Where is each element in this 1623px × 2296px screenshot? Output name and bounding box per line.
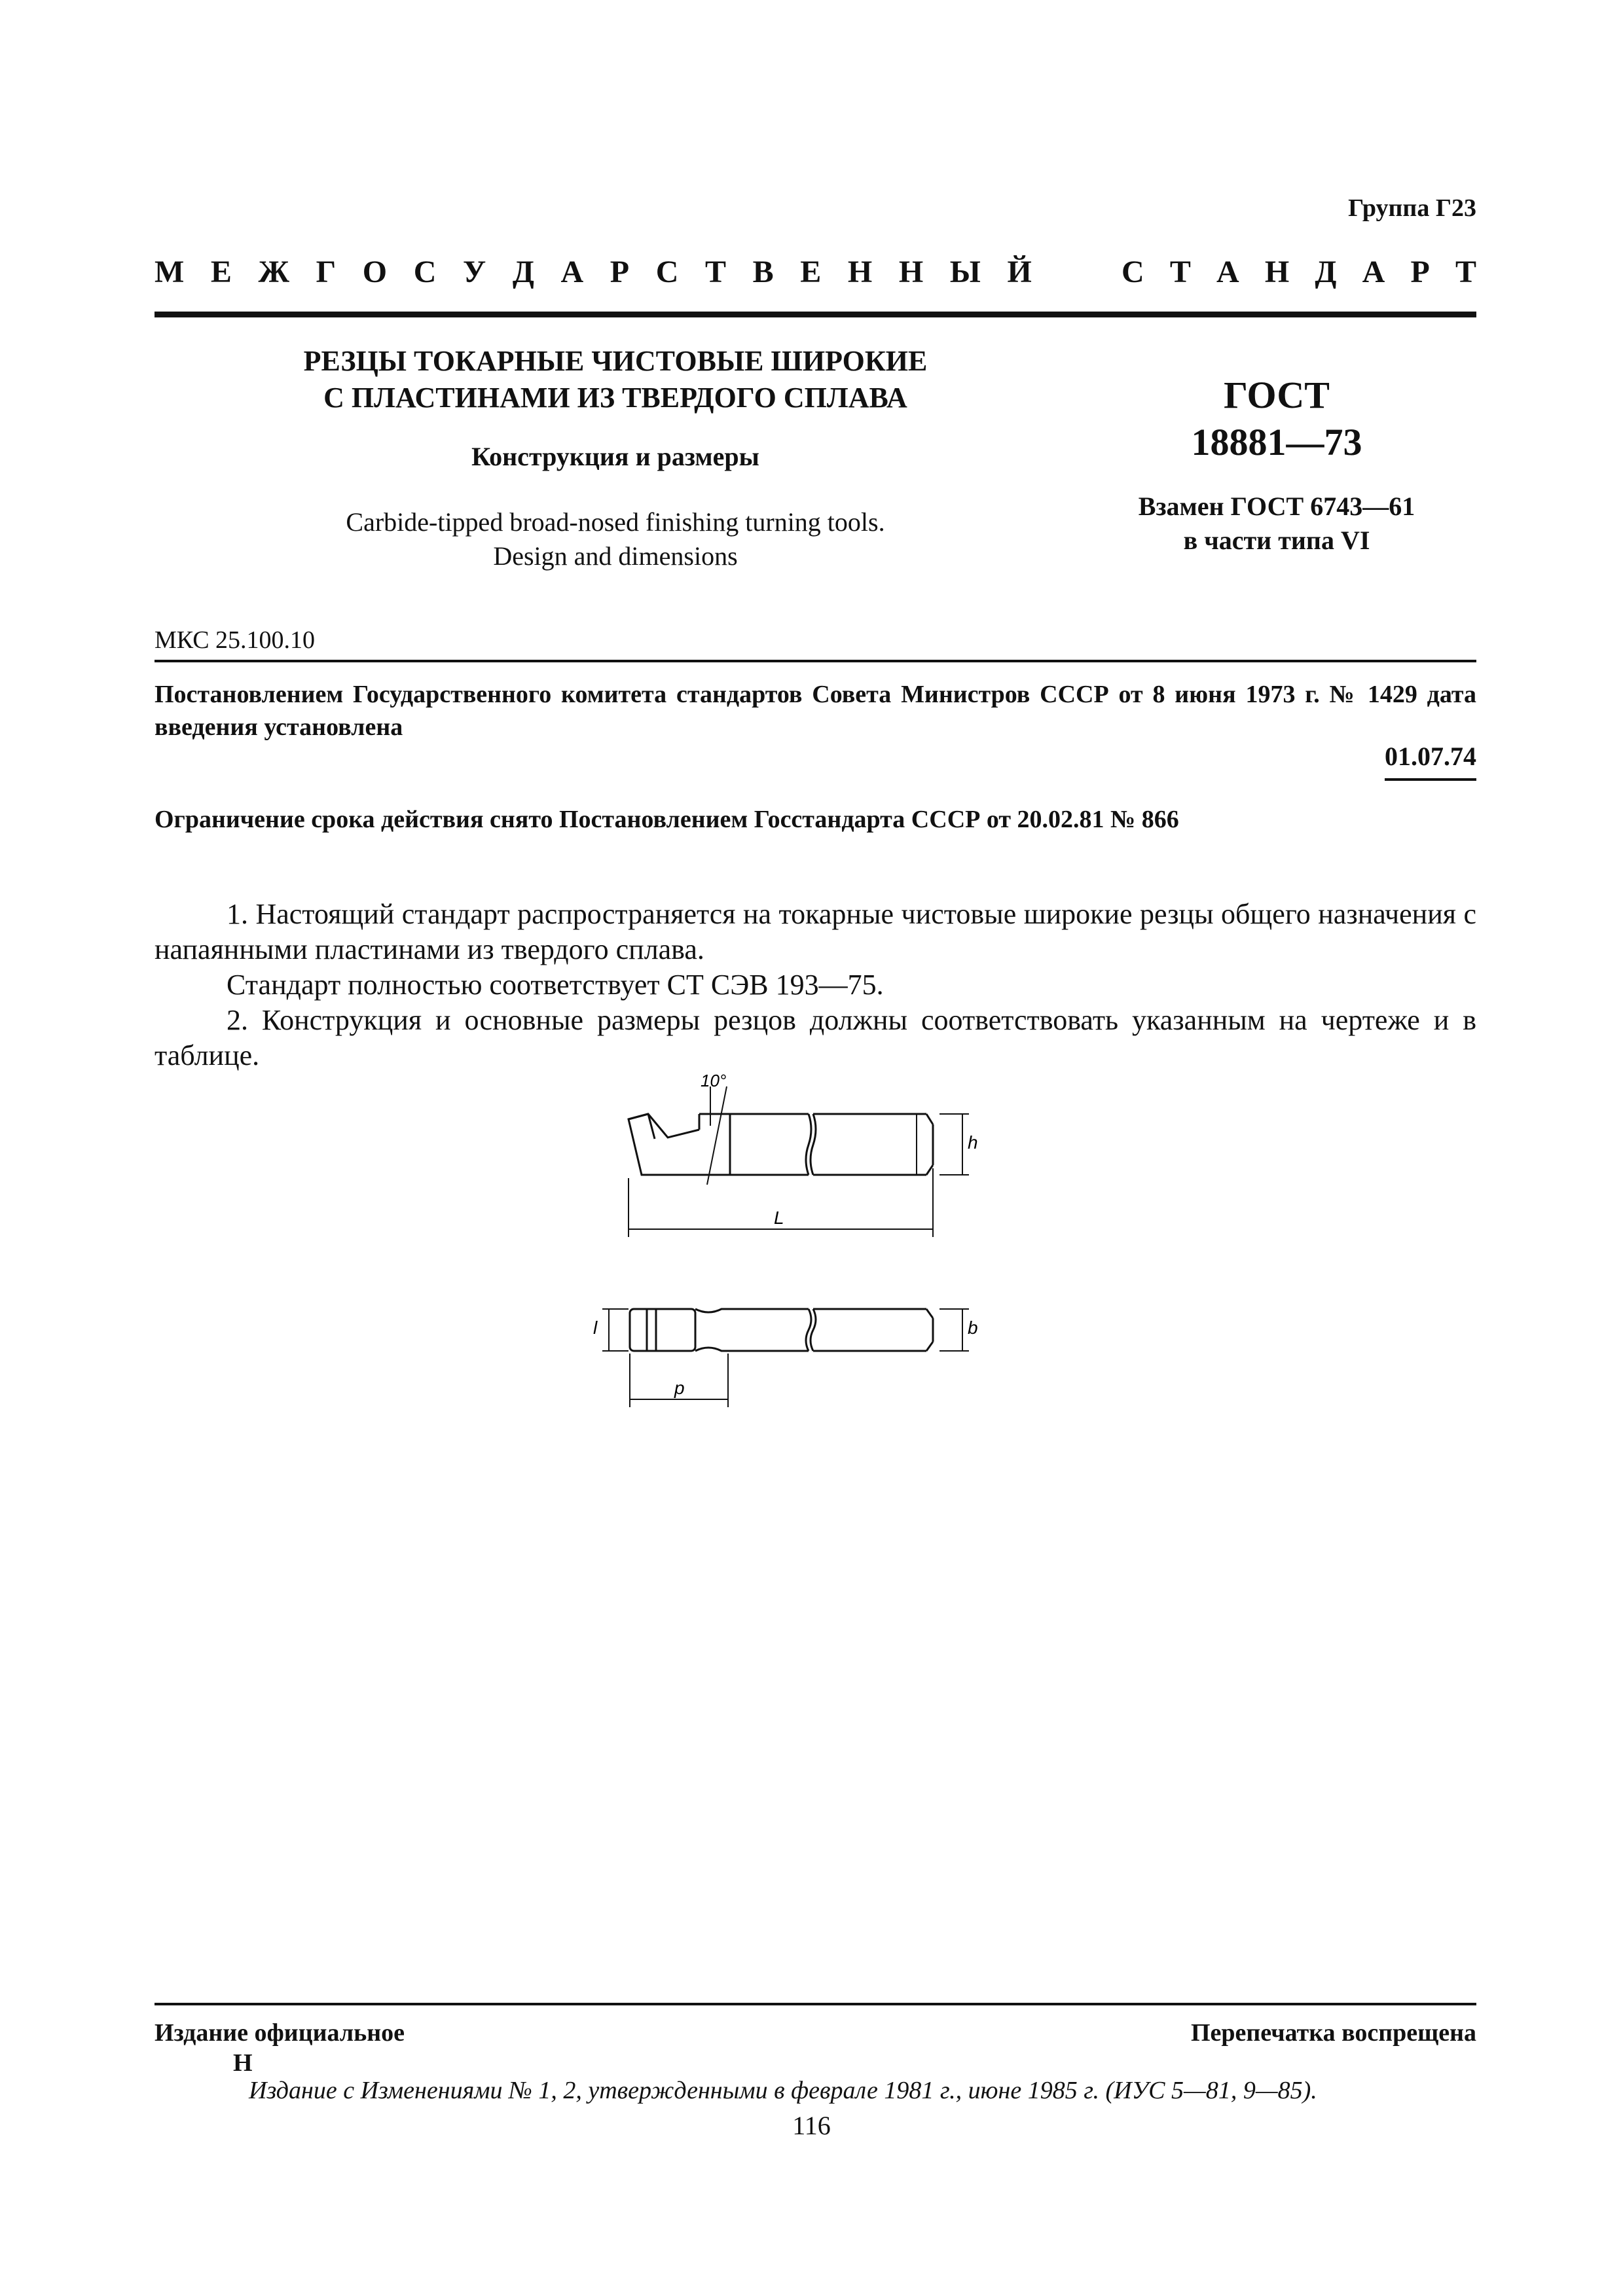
banner-letter: Т: [1169, 255, 1191, 289]
replaces-line-2: в части типа VI: [1183, 526, 1370, 555]
footer-rule: [155, 2003, 1476, 2005]
banner-word-standard: [1122, 254, 1476, 290]
paragraph-1: 1. Настоящий стандарт распространяется на токарные чистовые широкие резцы общего назначения с напаянными пластинами из твердого сплава.: [155, 898, 1476, 965]
banner-letter: Е: [800, 255, 822, 289]
banner-letter: Т: [705, 255, 727, 289]
mks-rule: [155, 660, 1476, 662]
tool-drawing-svg: [576, 1060, 1048, 1427]
body-text: [155, 897, 1476, 1073]
dimension-L-label: L: [774, 1208, 784, 1228]
document-title: [249, 343, 982, 416]
english-title: [249, 505, 982, 573]
group-label: Группа Г23: [1348, 194, 1476, 222]
banner-letter: Р: [610, 255, 630, 289]
reprint-prohibited-label: Перепечатка воспрещена: [1190, 2019, 1476, 2047]
gost-label: ГОСТ: [1224, 374, 1330, 416]
official-edition-label: Издание официальное: [155, 2019, 405, 2047]
banner-letter: С: [655, 255, 679, 289]
english-title-line-1: Carbide-tipped broad-nosed finishing turning tools.: [346, 507, 885, 537]
dimension-b-label: b: [968, 1318, 978, 1338]
banner-letter: Д: [1315, 255, 1337, 289]
banner-letter: Ж: [258, 255, 290, 289]
banner-letter: А: [1362, 255, 1385, 289]
banner-letter: Г: [316, 255, 337, 289]
title-line-1: РЕЗЦЫ ТОКАРНЫЕ ЧИСТОВЫЕ ШИРОКИЕ: [303, 345, 928, 377]
gost-number: 18881—73: [1191, 421, 1362, 463]
page-number: 116: [792, 2111, 831, 2140]
document-subtitle: Конструкция и размеры: [471, 442, 759, 471]
tool-drawing: [576, 1060, 1048, 1430]
banner-letter: В: [752, 255, 774, 289]
banner-letter: Д: [512, 255, 534, 289]
banner-letter: А: [1216, 255, 1239, 289]
banner-letter: Е: [210, 255, 232, 289]
edition-mark: Н: [233, 2049, 253, 2077]
dimension-p-label: p: [674, 1378, 685, 1398]
decree-text: Постановлением Государственного комитета стандартов Совета Министров СССР от 8 июня 1973 г. № 1429 дата введения установлена: [155, 681, 1476, 741]
banner-letter: Н: [1264, 255, 1290, 289]
limitation-note: Ограничение срока действия снято Постановлением Госстандарта СССР от 20.02.81 № 866: [155, 806, 1179, 833]
banner-letter: Т: [1455, 255, 1476, 289]
english-title-line-2: Design and dimensions: [493, 541, 738, 571]
banner-letter: Н: [898, 255, 924, 289]
title-line-2: С ПЛАСТИНАМИ ИЗ ТВЕРДОГО СПЛАВА: [323, 382, 907, 414]
mks-code: МКС 25.100.10: [155, 626, 316, 654]
replaces-note: [1067, 490, 1486, 558]
banner-letter: Р: [1410, 255, 1430, 289]
paragraph-2: 2. Конструкция и основные размеры резцов должны соответствовать указанным на чертеже и в таблице.: [155, 1004, 1476, 1071]
banner-word-interstate: [155, 254, 1032, 290]
gost-designation: [1067, 372, 1486, 466]
replaces-line-1: Взамен ГОСТ 6743—61: [1138, 492, 1415, 521]
banner-letter: Й: [1007, 255, 1032, 289]
banner-letter: У: [463, 255, 486, 289]
banner-letter: Ы: [949, 255, 981, 289]
banner-letter: М: [155, 255, 185, 289]
banner-letter: О: [362, 255, 388, 289]
banner-letter: А: [560, 255, 584, 289]
introduction-date: 01.07.74: [1385, 741, 1476, 781]
header-rule: [155, 312, 1476, 317]
banner-letter: С: [1122, 255, 1144, 289]
banner-letter: Н: [847, 255, 873, 289]
paragraph-1-note: Стандарт полностью соответствует СТ СЭВ 193—75.: [227, 969, 884, 1001]
standard-banner: [155, 254, 1476, 290]
edition-amendments-note: Издание с Изменениями № 1, 2, утвержденными в феврале 1981 г., июне 1985 г. (ИУС 5—81, 9—85).: [249, 2077, 1317, 2104]
dimension-h-label: h: [968, 1132, 978, 1153]
dimension-l-label: l: [593, 1318, 598, 1338]
angle-label: 10°: [701, 1071, 727, 1090]
banner-letter: С: [413, 255, 437, 289]
